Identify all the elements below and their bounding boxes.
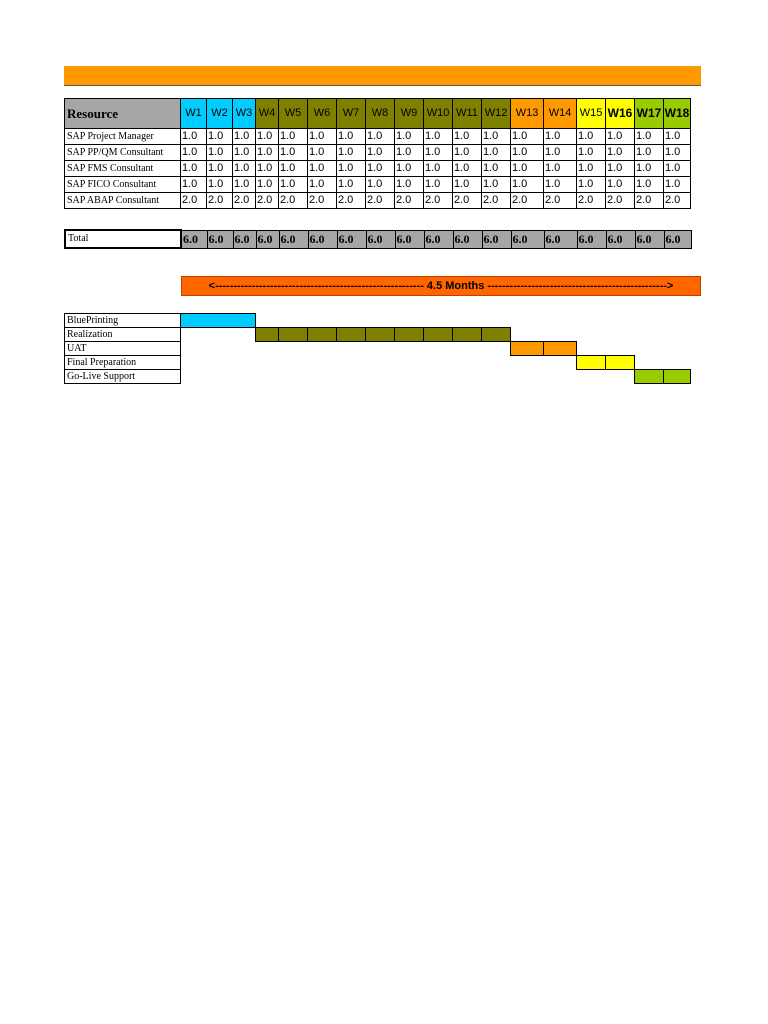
allocation-cell: 1.0 <box>482 145 511 161</box>
phase-name: UAT <box>65 342 181 356</box>
week-column-header: W15 <box>577 99 606 129</box>
week-column-header: W5 <box>279 99 308 129</box>
allocation-cell: 2.0 <box>577 193 606 209</box>
phase-name: Final Preparation <box>65 356 181 370</box>
allocation-cell: 2.0 <box>635 193 664 209</box>
phase-bar-segment <box>482 328 511 342</box>
phase-empty-cell <box>256 370 279 384</box>
phase-bar-segment <box>366 328 395 342</box>
week-column-header: W14 <box>544 99 577 129</box>
table-row <box>65 177 691 193</box>
phase-empty-cell <box>453 356 482 370</box>
allocation-cell: 2.0 <box>233 193 256 209</box>
allocation-cell: 1.0 <box>664 161 691 177</box>
allocation-cell: 1.0 <box>424 145 453 161</box>
allocation-cell: 1.0 <box>256 129 279 145</box>
allocation-cell: 1.0 <box>635 161 664 177</box>
total-value: 6.0 <box>664 230 691 248</box>
allocation-cell: 1.0 <box>664 145 691 161</box>
allocation-cell: 1.0 <box>635 145 664 161</box>
phase-empty-cell <box>511 370 544 384</box>
allocation-cell: 1.0 <box>453 161 482 177</box>
phase-empty-cell <box>511 356 544 370</box>
phase-empty-cell <box>233 356 256 370</box>
week-column-header: W11 <box>453 99 482 129</box>
allocation-cell: 1.0 <box>544 145 577 161</box>
week-column-header: W17 <box>635 99 664 129</box>
allocation-cell: 1.0 <box>606 177 635 193</box>
allocation-cell: 1.0 <box>279 129 308 145</box>
phase-bar-segment <box>544 342 577 356</box>
phase-empty-cell <box>207 356 233 370</box>
total-value: 6.0 <box>544 230 577 248</box>
allocation-cell: 1.0 <box>606 145 635 161</box>
resource-name: SAP FMS Consultant <box>65 161 181 177</box>
allocation-cell: 1.0 <box>395 145 424 161</box>
week-column-header: W16 <box>606 99 635 129</box>
total-value: 6.0 <box>424 230 453 248</box>
phase-empty-cell <box>635 342 664 356</box>
phase-empty-cell <box>256 342 279 356</box>
week-column-header: W18 <box>664 99 691 129</box>
phase-empty-cell <box>606 328 635 342</box>
allocation-cell: 1.0 <box>207 129 233 145</box>
allocation-cell: 2.0 <box>511 193 544 209</box>
week-column-header: W10 <box>424 99 453 129</box>
total-value: 6.0 <box>207 230 233 248</box>
allocation-cell: 1.0 <box>233 161 256 177</box>
phase-row <box>65 314 691 328</box>
phase-empty-cell <box>544 356 577 370</box>
phase-empty-cell <box>635 314 664 328</box>
phase-bar-segment <box>453 328 482 342</box>
allocation-cell: 2.0 <box>453 193 482 209</box>
phase-empty-cell <box>395 370 424 384</box>
allocation-cell: 1.0 <box>664 129 691 145</box>
phase-empty-cell <box>366 370 395 384</box>
phase-bar-segment <box>606 356 635 370</box>
phase-empty-cell <box>181 342 207 356</box>
phase-name: Go-Live Support <box>65 370 181 384</box>
allocation-cell: 1.0 <box>424 129 453 145</box>
week-column-header: W8 <box>366 99 395 129</box>
phase-empty-cell <box>366 356 395 370</box>
allocation-cell: 2.0 <box>207 193 233 209</box>
allocation-cell: 1.0 <box>279 145 308 161</box>
phase-empty-cell <box>279 314 308 328</box>
allocation-cell: 1.0 <box>366 129 395 145</box>
phase-empty-cell <box>256 356 279 370</box>
allocation-cell: 2.0 <box>424 193 453 209</box>
phase-empty-cell <box>337 314 366 328</box>
phase-bar-segment <box>181 314 256 328</box>
phase-empty-cell <box>207 342 233 356</box>
phase-row <box>65 342 691 356</box>
allocation-cell: 1.0 <box>308 177 337 193</box>
phase-empty-cell <box>279 370 308 384</box>
phase-empty-cell <box>635 328 664 342</box>
allocation-cell: 1.0 <box>181 129 207 145</box>
total-value: 6.0 <box>233 230 256 248</box>
table-row <box>65 193 691 209</box>
allocation-cell: 1.0 <box>424 177 453 193</box>
phase-name: BluePrinting <box>65 314 181 328</box>
total-value: 6.0 <box>308 230 337 248</box>
phase-empty-cell <box>424 356 453 370</box>
phase-bar-segment <box>279 328 308 342</box>
allocation-cell: 2.0 <box>181 193 207 209</box>
allocation-cell: 1.0 <box>256 145 279 161</box>
phase-empty-cell <box>511 328 544 342</box>
allocation-cell: 1.0 <box>256 161 279 177</box>
week-column-header: W9 <box>395 99 424 129</box>
allocation-cell: 1.0 <box>482 177 511 193</box>
total-value: 6.0 <box>181 230 207 248</box>
phase-empty-cell <box>511 314 544 328</box>
allocation-cell: 1.0 <box>366 161 395 177</box>
allocation-cell: 2.0 <box>544 193 577 209</box>
phase-empty-cell <box>256 314 279 328</box>
week-column-header: W13 <box>511 99 544 129</box>
allocation-cell: 1.0 <box>577 145 606 161</box>
allocation-cell: 2.0 <box>366 193 395 209</box>
allocation-cell: 1.0 <box>181 161 207 177</box>
total-label: Total <box>65 230 181 248</box>
phase-empty-cell <box>544 370 577 384</box>
allocation-cell: 1.0 <box>635 129 664 145</box>
duration-bar: <--------------------------------------------------------- 4.5 Months -------------------------------------------------> <box>181 276 701 296</box>
allocation-cell: 2.0 <box>279 193 308 209</box>
phase-bar-segment <box>337 328 366 342</box>
allocation-cell: 2.0 <box>606 193 635 209</box>
phase-bar-segment <box>256 328 279 342</box>
allocation-cell: 2.0 <box>337 193 366 209</box>
allocation-cell: 1.0 <box>256 177 279 193</box>
allocation-cell: 1.0 <box>233 129 256 145</box>
allocation-cell: 2.0 <box>664 193 691 209</box>
phase-empty-cell <box>664 314 691 328</box>
phase-empty-cell <box>424 342 453 356</box>
phase-empty-cell <box>207 328 233 342</box>
allocation-cell: 1.0 <box>207 145 233 161</box>
allocation-cell: 1.0 <box>424 161 453 177</box>
week-column-header: W7 <box>337 99 366 129</box>
phase-empty-cell <box>395 314 424 328</box>
allocation-cell: 1.0 <box>577 129 606 145</box>
allocation-cell: 1.0 <box>395 129 424 145</box>
allocation-cell: 2.0 <box>256 193 279 209</box>
week-column-header: W12 <box>482 99 511 129</box>
total-value: 6.0 <box>511 230 544 248</box>
allocation-cell: 1.0 <box>279 177 308 193</box>
phase-empty-cell <box>606 342 635 356</box>
allocation-cell: 1.0 <box>366 145 395 161</box>
phase-bar-segment <box>308 328 337 342</box>
allocation-cell: 1.0 <box>308 129 337 145</box>
allocation-cell: 1.0 <box>337 177 366 193</box>
allocation-cell: 1.0 <box>453 129 482 145</box>
allocation-cell: 1.0 <box>181 145 207 161</box>
week-column-header: W1 <box>181 99 207 129</box>
total-value: 6.0 <box>366 230 395 248</box>
phase-empty-cell <box>482 314 511 328</box>
phase-empty-cell <box>233 342 256 356</box>
phase-empty-cell <box>424 370 453 384</box>
allocation-cell: 1.0 <box>453 177 482 193</box>
phase-empty-cell <box>337 370 366 384</box>
total-value: 6.0 <box>337 230 366 248</box>
allocation-cell: 1.0 <box>308 161 337 177</box>
total-value: 6.0 <box>453 230 482 248</box>
resource-column-header: Resource <box>65 99 181 129</box>
allocation-cell: 1.0 <box>511 145 544 161</box>
phase-empty-cell <box>181 356 207 370</box>
phase-bar-segment <box>635 370 664 384</box>
phase-name: Realization <box>65 328 181 342</box>
phase-empty-cell <box>453 342 482 356</box>
phase-empty-cell <box>664 328 691 342</box>
phase-empty-cell <box>606 370 635 384</box>
table-row <box>65 129 691 145</box>
allocation-cell: 1.0 <box>279 161 308 177</box>
phase-empty-cell <box>544 328 577 342</box>
allocation-cell: 2.0 <box>395 193 424 209</box>
phase-empty-cell <box>453 370 482 384</box>
allocation-cell: 2.0 <box>482 193 511 209</box>
phase-bar-segment <box>424 328 453 342</box>
allocation-cell: 1.0 <box>511 177 544 193</box>
phase-bar-segment <box>511 342 544 356</box>
allocation-cell: 1.0 <box>337 129 366 145</box>
allocation-cell: 1.0 <box>453 145 482 161</box>
allocation-cell: 1.0 <box>181 177 207 193</box>
allocation-cell: 1.0 <box>233 177 256 193</box>
phase-empty-cell <box>181 370 207 384</box>
allocation-cell: 1.0 <box>207 161 233 177</box>
allocation-cell: 1.0 <box>395 161 424 177</box>
phase-empty-cell <box>664 342 691 356</box>
week-column-header: W6 <box>308 99 337 129</box>
resource-name: SAP Project Manager <box>65 129 181 145</box>
phase-empty-cell <box>664 356 691 370</box>
allocation-cell: 1.0 <box>544 129 577 145</box>
phase-empty-cell <box>366 342 395 356</box>
allocation-cell: 1.0 <box>544 177 577 193</box>
allocation-cell: 1.0 <box>544 161 577 177</box>
week-column-header: W3 <box>233 99 256 129</box>
table-row <box>65 145 691 161</box>
resource-name: SAP ABAP Consultant <box>65 193 181 209</box>
phase-empty-cell <box>544 314 577 328</box>
phase-row <box>65 328 691 342</box>
phase-empty-cell <box>337 356 366 370</box>
phase-empty-cell <box>181 328 207 342</box>
week-column-header: W4 <box>256 99 279 129</box>
week-column-header: W2 <box>207 99 233 129</box>
phase-empty-cell <box>279 342 308 356</box>
table-row <box>65 161 691 177</box>
allocation-cell: 1.0 <box>606 161 635 177</box>
total-value: 6.0 <box>606 230 635 248</box>
allocation-cell: 1.0 <box>482 161 511 177</box>
allocation-cell: 1.0 <box>635 177 664 193</box>
phase-empty-cell <box>308 356 337 370</box>
table-header-row <box>65 99 691 129</box>
total-value: 6.0 <box>635 230 664 248</box>
allocation-cell: 1.0 <box>577 177 606 193</box>
allocation-cell: 1.0 <box>511 161 544 177</box>
allocation-cell: 1.0 <box>308 145 337 161</box>
resource-name: SAP FICO Consultant <box>65 177 181 193</box>
allocation-cell: 1.0 <box>664 177 691 193</box>
allocation-cell: 1.0 <box>511 129 544 145</box>
phase-empty-cell <box>366 314 395 328</box>
allocation-cell: 1.0 <box>482 129 511 145</box>
phase-empty-cell <box>482 370 511 384</box>
resource-table <box>64 98 691 209</box>
phase-empty-cell <box>577 370 606 384</box>
phase-bar-segment <box>577 356 606 370</box>
phase-row <box>65 370 691 384</box>
phase-empty-cell <box>337 342 366 356</box>
total-value: 6.0 <box>256 230 279 248</box>
phase-row <box>65 356 691 370</box>
phase-gantt-table <box>64 313 691 384</box>
phase-empty-cell <box>453 314 482 328</box>
phase-empty-cell <box>308 370 337 384</box>
phase-empty-cell <box>233 370 256 384</box>
phase-empty-cell <box>606 314 635 328</box>
phase-empty-cell <box>424 314 453 328</box>
total-value: 6.0 <box>279 230 308 248</box>
allocation-cell: 1.0 <box>577 161 606 177</box>
allocation-cell: 1.0 <box>233 145 256 161</box>
allocation-cell: 1.0 <box>207 177 233 193</box>
total-row <box>65 230 691 248</box>
allocation-cell: 1.0 <box>337 161 366 177</box>
allocation-cell: 1.0 <box>606 129 635 145</box>
phase-empty-cell <box>577 314 606 328</box>
phase-empty-cell <box>482 342 511 356</box>
allocation-cell: 1.0 <box>337 145 366 161</box>
allocation-cell: 2.0 <box>308 193 337 209</box>
total-value: 6.0 <box>482 230 511 248</box>
allocation-cell: 1.0 <box>395 177 424 193</box>
phase-bar-segment <box>664 370 691 384</box>
resource-name: SAP PP/QM Consultant <box>65 145 181 161</box>
title-bar <box>64 66 701 86</box>
allocation-cell: 1.0 <box>366 177 395 193</box>
total-table <box>64 229 692 249</box>
phase-empty-cell <box>395 356 424 370</box>
phase-empty-cell <box>279 356 308 370</box>
phase-empty-cell <box>577 342 606 356</box>
phase-empty-cell <box>308 342 337 356</box>
total-value: 6.0 <box>395 230 424 248</box>
phase-empty-cell <box>635 356 664 370</box>
phase-empty-cell <box>233 328 256 342</box>
phase-empty-cell <box>482 356 511 370</box>
phase-empty-cell <box>577 328 606 342</box>
phase-empty-cell <box>207 370 233 384</box>
phase-bar-segment <box>395 328 424 342</box>
phase-empty-cell <box>308 314 337 328</box>
total-value: 6.0 <box>577 230 606 248</box>
phase-empty-cell <box>395 342 424 356</box>
